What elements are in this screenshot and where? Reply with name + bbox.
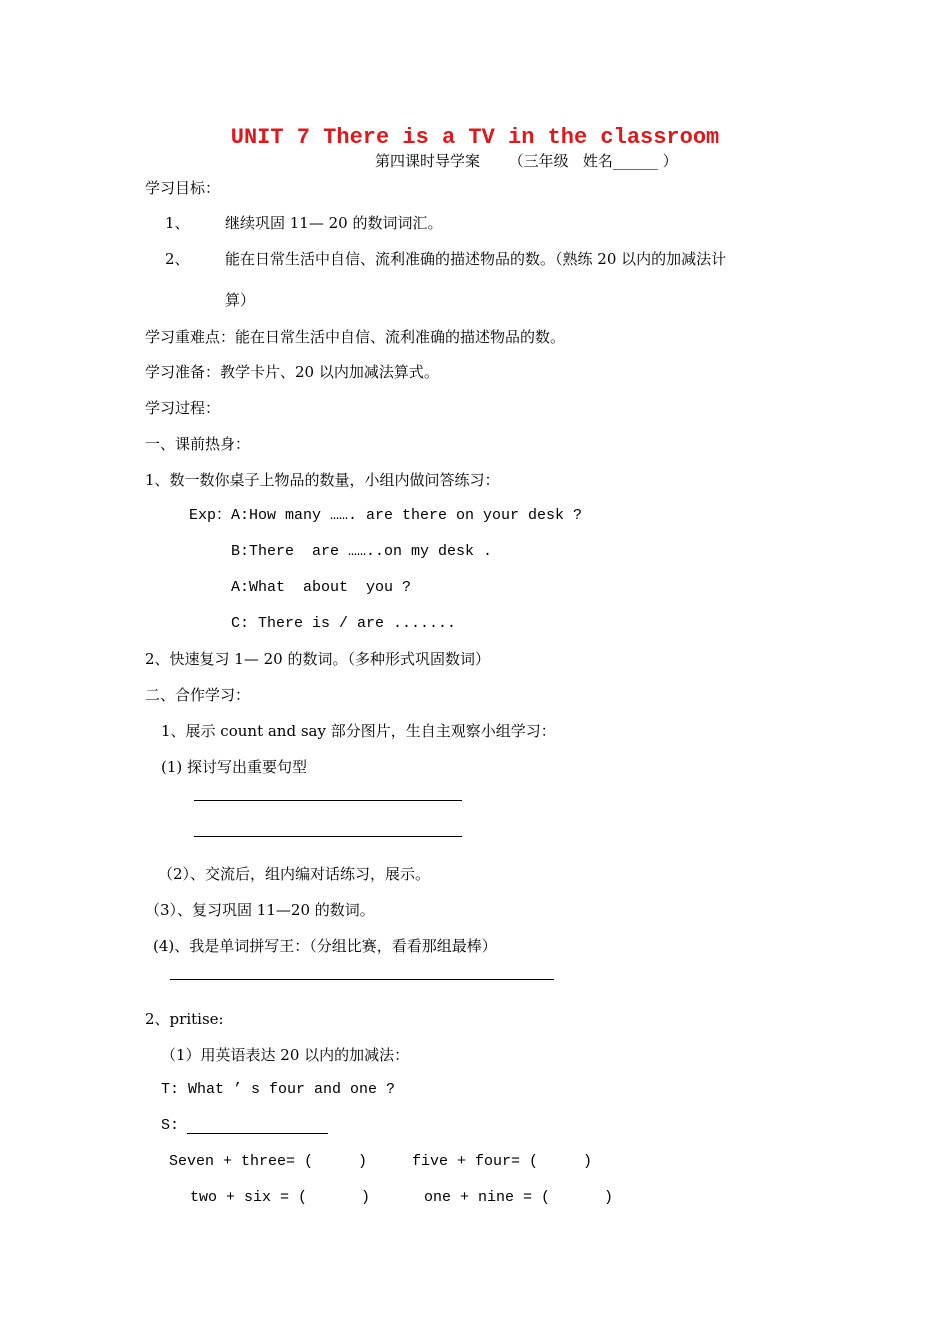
objective-2-continuation: 算） bbox=[225, 291, 256, 309]
section-2-sub-3: （3）、复习巩固 11—20 的数词。 bbox=[145, 901, 375, 919]
document-title: UNIT 7 There is a TV in the classroom bbox=[230, 125, 720, 150]
section-2-step-1: 1、展示 count and say 部分图片，生自主观察小组学习： bbox=[161, 722, 556, 740]
section-2-step-2: 2、pritise: bbox=[145, 1010, 224, 1028]
objectives-heading: 学习目标： bbox=[145, 179, 221, 197]
example-line-a: Exp：A:How many ……. are there on your desk ? bbox=[189, 507, 583, 524]
student-answer-line bbox=[187, 1133, 328, 1134]
section-1-step-1: 1、数一数你桌子上物品的数量，小组内做问答练习： bbox=[145, 471, 500, 489]
section-2-sub-4: (4)、我是单词拼写王：（分组比赛，看看那组最棒） bbox=[153, 937, 497, 955]
section-2-sub-1: (1) 探讨写出重要句型 bbox=[161, 758, 308, 776]
section-2-step-2-sub-1: （1）用英语表达 20 以内的加减法： bbox=[161, 1046, 410, 1064]
objective-1-text: 继续巩固 11— 20 的数词词汇。 bbox=[225, 214, 443, 232]
objective-2-text: 能在日常生活中自信、流利准确的描述物品的数。（熟练 20 以内的加减法计 bbox=[225, 250, 727, 268]
example-line-b: B:There are ……..on my desk . bbox=[231, 543, 493, 560]
example-line-d: C: There is / are ....... bbox=[231, 615, 457, 632]
section-1-heading: 一、课前热身： bbox=[145, 435, 251, 453]
preparation: 学习准备：教学卡片、20 以内加减法算式。 bbox=[145, 363, 439, 381]
dialog-student: S: bbox=[161, 1117, 189, 1134]
answer-line bbox=[170, 979, 554, 980]
section-2-heading: 二、合作学习： bbox=[145, 686, 251, 704]
equation-1: Seven + three= ( ) bbox=[169, 1153, 368, 1170]
section-1-step-2: 2、快速复习 1— 20 的数词。（多种形式巩固数词） bbox=[145, 650, 490, 668]
equation-3: two + six = ( ) bbox=[190, 1189, 371, 1206]
document-subtitle: 第四课时导学案 （三年级 姓名______ ） bbox=[375, 152, 678, 170]
dialog-teacher: T: What ’ s four and one ? bbox=[161, 1081, 396, 1098]
objective-1-number: 1、 bbox=[165, 214, 190, 232]
equation-2: five + four= ( ) bbox=[412, 1153, 593, 1170]
example-line-c: A:What about you ? bbox=[231, 579, 412, 596]
equation-4: one + nine = ( ) bbox=[424, 1189, 614, 1206]
objective-2-number: 2、 bbox=[165, 250, 190, 268]
answer-line bbox=[194, 836, 462, 837]
process-heading: 学习过程： bbox=[145, 399, 221, 417]
answer-line bbox=[194, 800, 462, 801]
section-2-sub-2: （2）、交流后，组内编对话练习，展示。 bbox=[158, 865, 431, 883]
key-points: 学习重难点：能在日常生活中自信、流利准确的描述物品的数。 bbox=[145, 328, 566, 346]
